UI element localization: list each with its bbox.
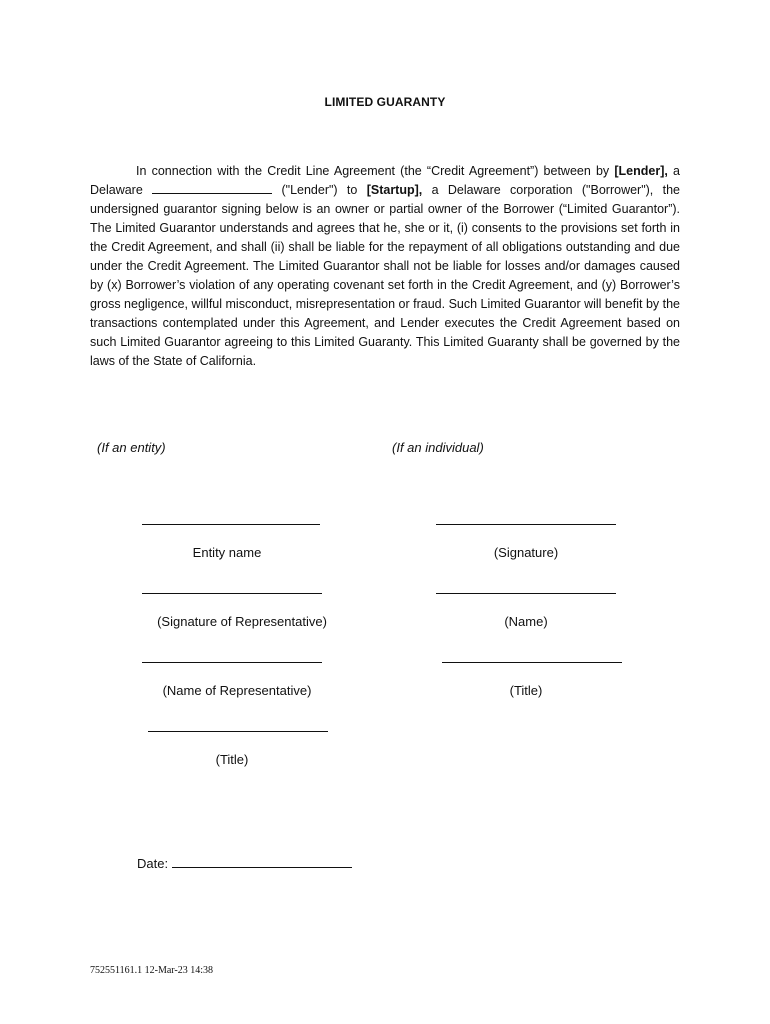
individual-signature-line: [436, 524, 616, 525]
representative-name-caption: (Name of Representative): [162, 683, 312, 698]
representative-name-line: [142, 662, 322, 663]
lender-placeholder: [Lender],: [614, 164, 668, 178]
body-text-part-4: a Delaware corporation ("Borrower"), the undersigned guarantor signing below is an owner or partial owner of the Borrower (“Limited Guarantor”). The Limited Guarantor understands and agrees that he, she or it, (i) consents to the provisions set forth in the Credit Agreement, and shall (ii) shall be liable for the repayment of all obligations outstanding and due under the Credit Agreement. The Limited Guarantor shall not be liable for losses and/or damages caused by (x) Borrower’s violation of any operating covenant set forth in the Credit Agreement, and (y) Borrower’s gross negligence, willful misconduct, misrepresentation or fraud. Such Limited Guarantor will benefit by the transactions contemplated under this Agreement, and Lender executes the Credit Agreement based on such Limited Guarantor agreeing to this Limited Guaranty. This Limited Guaranty shall be governed by the laws of the State of California.: [90, 183, 680, 368]
representative-signature-line: [142, 593, 322, 594]
individual-name-line: [436, 593, 616, 594]
entity-column-heading: (If an entity): [97, 440, 166, 455]
date-label: Date:: [137, 856, 169, 871]
body-text-part-3: ("Lender") to: [272, 183, 367, 197]
individual-signature-caption: (Signature): [493, 545, 559, 560]
individual-column-heading: (If an individual): [392, 440, 484, 455]
entity-name-line: [142, 524, 320, 525]
date-line: [172, 855, 352, 868]
document-footer-id: 752551161.1 12-Mar-23 14:38: [90, 965, 214, 976]
entity-title-line: [148, 731, 328, 732]
body-paragraph: [90, 162, 680, 371]
representative-signature-caption: (Signature of Representative): [157, 614, 327, 629]
document-title: LIMITED GUARANTY: [324, 95, 446, 109]
lender-state-blank: [152, 183, 272, 194]
entity-title-caption: (Title): [215, 752, 249, 767]
individual-title-line: [442, 662, 622, 663]
body-text-part-1: In connection with the Credit Line Agreement (the “Credit Agreement”) between by: [136, 164, 615, 178]
individual-name-caption: (Name): [504, 614, 548, 629]
individual-title-caption: (Title): [509, 683, 543, 698]
body-text-part-2: a Delaware: [90, 164, 680, 197]
entity-name-caption: Entity name: [192, 545, 262, 560]
date-row: [137, 855, 352, 871]
startup-placeholder: [Startup],: [366, 183, 423, 197]
